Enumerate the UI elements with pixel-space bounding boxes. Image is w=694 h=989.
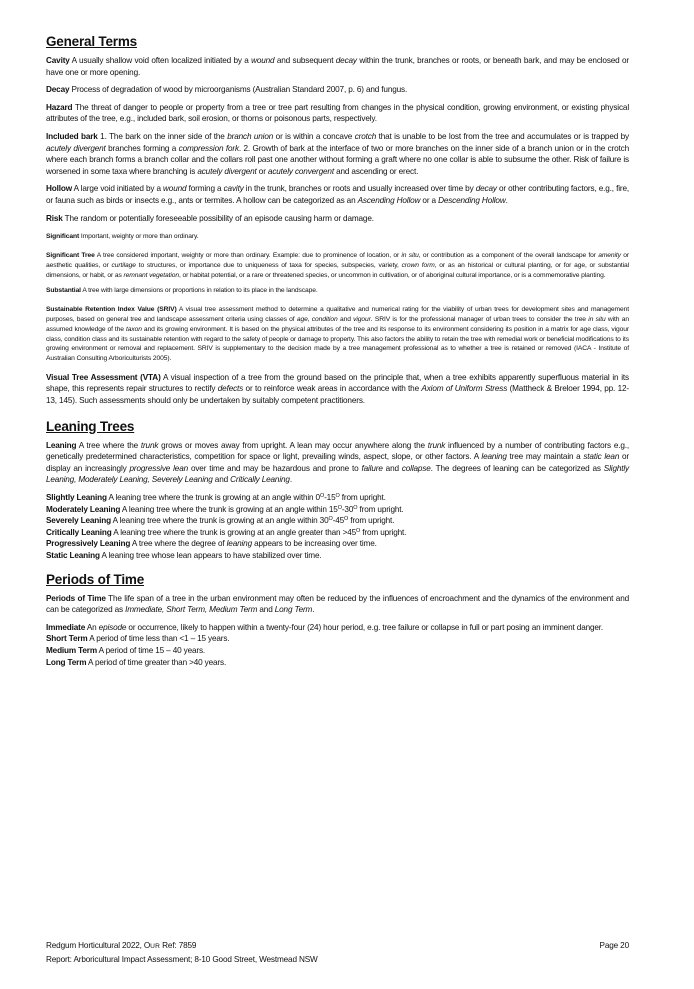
general-terms-list [46,55,629,224]
document-body [46,34,629,668]
term-label: Short Term [46,634,88,644]
emphasis-text: condition [311,315,338,323]
definition-text: branches forming a [105,143,179,153]
section-heading-general-terms: General Terms [46,34,137,49]
definition-text: and [382,463,402,473]
emphasis-text: decay [335,56,357,65]
degree-symbol: O [319,493,325,500]
emphasis-text: static lean [583,452,620,462]
definition-hollow [46,183,629,206]
definition-text: from upright. [339,493,386,503]
definition-text: or to reinforce weak areas in accordance with the [243,384,422,394]
degree-symbol: O [335,493,340,500]
term-label: Periods of Time [46,593,106,603]
emphasis-text: Ascending Hollow [357,195,421,205]
definition-text: forming a [186,184,224,194]
definition-text: grows or moves away from upright. A lean may occur anywhere along the [158,440,428,450]
definition-text: and [212,475,231,485]
definition-significant [46,232,629,242]
emphasis-text: acutely divergent [46,143,106,153]
definition-immediate [46,622,629,634]
definition-text: and its growing environment. It is based on the physical attributes of the tree and its response to its environment considering its position in a matrix for age class, vigour class, condition class and its sustainable retention with regard to the safety of people or damage to property. This also factors the ability to retain the tree with remedial work or beneficial modifications to its growing environment or removal and replacement. SRIV is supplementary to the decision made by a tree management professional as to whether a tree is retained or removed (IACA - Institute of Australian Consulting Arboriculturists 2005). [46,325,629,363]
emphasis-text: remnant vegetation [123,271,179,279]
definition-text: A visual tree assessment method to determine a qualitative and numerical rating for the viability of urban trees for development sites and management purposes, based on general tree and landscape assessment criteria using classes of [46,306,629,323]
periods-terms-list [46,593,629,616]
definition-text: or display an increasingly [46,452,629,473]
definition-text: from upright. [348,516,395,526]
definition-moderately-leaning [46,504,629,516]
definition-risk [46,213,629,225]
definition-text: A tree with large dimensions or proportions in relation to its place in the landscape. [80,287,318,295]
definition-long-term [46,657,629,669]
definition-text: or a [420,195,439,205]
definition-text: A visual inspection of a tree from the ground based on the principle that, when a tree exhibits apparently superfluous material in its shape, this represents repair structures to rectify [46,372,629,394]
emphasis-text: taxon [125,325,142,333]
definition-text: The threat of danger to people or property from a tree or tree part resulting from changes in the physical condition, growing environment, or existing physical attributes of the tree, e.g., included bark, soil erosion, or thorns or poisonous parts, respectively. [46,102,629,124]
emphasis-text: trunk [140,440,159,450]
definition-text: A leaning tree where the trunk is growing at an angle within 15 [120,504,338,514]
definition-text: or [256,166,268,176]
term-label: Slightly Leaning [46,493,107,503]
definition-text: or other contributing factors, e.g., fire, or fauna such as birds or insects e.g., ants or termites. A hollow can be categorized as an [46,184,629,205]
term-label: Hazard [46,102,73,112]
section-heading-leaning-trees: Leaning Trees [46,418,135,434]
definition-text: A period of time less than <1 – 15 years. [87,634,230,644]
section-heading-periods-of-time: Periods of Time [46,571,145,587]
emphasis-text: episode [98,622,127,632]
definition-text: appears to be increasing over time. [251,539,377,549]
definition-text: and [337,315,354,323]
term-label: Severely Leaning [46,516,111,526]
degree-symbol: O [344,516,349,523]
definition-text: within the trunk, branches or roots, or beneath bark, and may be enclosed or have one or more opening. [46,56,629,77]
definition-included-bark [46,131,629,177]
definition-text: , or as an historical or cultural planting, or for age, or substantial dimensions, or habit, or as [46,261,629,279]
footer-reference: Redgum Horticultural 2022, OUR Ref: 7859 [46,941,197,950]
emphasis-text: crotch [354,131,377,141]
definition-text: with an assumed knowledge of the [46,315,629,333]
emphasis-text: cavity [223,184,244,194]
term-label: Long Term [46,657,87,667]
definition-text: The random or potentially foreseeable possibility of an episode causing harm or damage. [62,213,374,223]
emphasis-text: in situ [401,251,419,259]
definition-text: over time and may be hazardous and prone to [188,463,362,473]
emphasis-text: branch union [227,131,274,141]
definition-text: A leaning tree where the trunk is growing at an angle within 30 [110,516,329,526]
definition-hazard [46,102,629,125]
definition-text: An [85,622,99,632]
definition-text: -15 [324,493,336,503]
emphasis-text: acutely divergent [197,166,257,176]
definition-text: A tree considered important, weighty or more than ordinary. Example: due to prominence of location, or [94,251,402,259]
definition-text: 1. The bark on the inner side of the [97,131,228,141]
definition-text: A large void initiated by a [71,184,164,194]
definition-text: Important, weighty or more than ordinary. [79,233,199,241]
emphasis-text: vigour [353,315,371,323]
leaning-categories-list [46,492,629,562]
page-number: Page 20 [599,941,629,950]
definition-short-term [46,633,629,645]
emphasis-text: progressive lean [129,463,189,473]
definition-leaning [46,440,629,486]
definition-text: . [505,195,508,205]
definition-severely-leaning [46,515,629,527]
definition-text: A tree where the [76,440,141,450]
definition-visual-tree-assessment-vta [46,372,629,407]
definition-cavity [46,55,629,78]
definition-sustainable-retention-index-value-sriv [46,305,629,364]
definition-text: in the trunk, branches or roots and usually increased over time by [243,184,476,194]
definition-slightly-leaning [46,492,629,504]
definition-text: or occurrence, likely to happen within a twenty-four (24) hour period, e.g. tree failure or collapse in full or part posing an imminent danger. [126,622,604,632]
definition-text: from upright. [360,527,407,537]
definition-text: A leaning tree where the trunk is growing at an angle greater than >45 [111,527,357,537]
emphasis-text: wound [251,56,275,65]
definition-text: A usually shallow void often localized initiated by a [69,56,252,65]
term-label: Included bark [46,131,98,141]
definition-text: , [307,315,312,323]
emphasis-text: Slightly Leaning, Moderately Leaning, Severely Leaning [46,463,629,485]
definition-text: . The degrees of leaning can be categorized as [430,463,604,473]
definition-text: . 2. Growth of bark at the interface of two or more branches on the inner side of a branch union or in the crotch where each branch forms a branch collar and the collars roll past one another without forming a graft where no one collar is able to subsume the other. Risk of failure is worsened in some taxa where branching is [46,143,629,176]
term-label: Hollow [46,184,72,194]
emphasis-text: trunk [427,440,446,450]
emphasis-text: leaning [481,452,507,462]
leaning-terms-list [46,440,629,486]
definition-text: -45 [332,516,345,526]
term-label: Substantial [46,287,81,295]
emphasis-text: collapse [401,463,431,473]
general-terms-small-list [46,232,629,364]
term-label: Leaning [46,440,77,450]
definition-text: . SRIV is for the professional manager of urban trees to consider the tree [370,315,589,323]
term-label: Medium Term [46,645,97,655]
page-footer [46,940,629,966]
definition-text: , or habitat potential, or a rare or threatened species, or uncommon in cultivation, or of aboriginal cultural importance, or is a commemorative planting. [178,271,606,279]
definition-medium-term [46,645,629,657]
definition-text: (Mattheck & Breloer 1994, pp. 12-13, 145). Such assessments should only be undertaken by suitably competent practitioners. [46,384,629,406]
emphasis-text: Critically Leaning [230,475,290,485]
term-label: Sustainable Retention Index Value (SRIV) [46,306,177,314]
term-label: Critically Leaning [46,527,112,537]
emphasis-text: failure [361,463,383,473]
definition-text: and subsequent [274,56,336,65]
emphasis-text: defects [217,384,244,394]
definition-text: A period of time greater than >40 years. [86,657,227,667]
emphasis-text: wound [163,184,187,194]
general-terms-vta [46,372,629,407]
definition-static-leaning [46,550,629,562]
definition-critically-leaning [46,527,629,539]
degree-symbol: O [328,516,333,523]
definition-text: or aesthetic qualities, or [46,251,629,269]
definition-text: and ascending or erect. [333,166,419,176]
term-label: Significant Tree [46,251,95,259]
definition-text: , or contribution as a component of the overall landscape for [418,251,599,259]
term-label: Significant [46,233,80,241]
term-label: Risk [46,213,63,223]
emphasis-text: Descending Hollow [438,195,506,205]
definition-text: -30 [341,504,354,514]
footer-report-title: Report: Arboricultural Impact Assessment; 8-10 Good Street, Westmead NSW [46,954,318,964]
emphasis-text: Axiom of Uniform Stress [421,384,508,394]
emphasis-text: Long Term [274,605,313,615]
definition-text: A period of time 15 – 40 years. [96,645,206,655]
term-label: Static Leaning [46,551,100,561]
emphasis-text: curtilage [111,261,136,269]
emphasis-text: compression fork [178,143,239,153]
definition-text: . [289,475,292,485]
periods-categories-list [46,622,629,668]
emphasis-text: crown form [401,261,435,269]
term-label: Immediate [46,622,86,632]
definition-text: A tree where the degree of [130,539,227,549]
emphasis-text: leaning [226,539,252,549]
definition-text: A leaning tree where the trunk is growing at an angle within 0 [106,493,320,503]
definition-text: or is within a concave [273,131,355,141]
definition-text: A leaning tree whose lean appears to have stabilized over time. [99,551,322,561]
emphasis-text: amenity [598,251,621,259]
definition-text: and [257,605,275,615]
degree-symbol: O [353,504,358,511]
degree-symbol: O [337,504,342,511]
definition-text: Process of degradation of wood by microorganisms (Australian Standard 2007, p. 6) and fungus. [69,85,408,95]
definition-text: tree may maintain a [506,452,584,462]
term-label: Progressively Leaning [46,539,131,549]
term-label: Cavity [46,56,70,65]
emphasis-text: decay [475,184,497,194]
definition-text: from upright. [357,504,404,514]
emphasis-text: acutely convergent [267,166,334,176]
emphasis-text: Immediate, Short Term, Medium Term [125,605,258,615]
term-label: Visual Tree Assessment (VTA) [46,372,161,382]
term-label: Decay [46,85,70,95]
definition-text: to structures, or importance due to uniqueness of taxa for species, subspecies, variety, [135,261,402,269]
emphasis-text: age [296,315,308,323]
definition-decay [46,84,629,96]
emphasis-text: in situ [588,315,606,323]
definition-text: influenced by a number of contributing factors e.g., genetically predetermined characteristics, competition for space or light, prevailing winds, aspect, slope, or other factors. A [46,440,629,462]
term-label: Moderately Leaning [46,504,121,514]
definition-progressively-leaning [46,538,629,550]
definition-text: . [312,605,315,615]
definition-text: The life span of a tree in the urban environment may often be reduced by the influences of encroachment and the dynamics of the environment and can be categorized as [46,593,629,615]
definition-significant-tree [46,251,629,280]
definition-text: that is unable to be lost from the tree and accumulates or is trapped by [376,131,629,141]
definition-substantial [46,286,629,296]
degree-symbol: O [356,527,361,534]
definition-periods-of-time [46,593,629,616]
